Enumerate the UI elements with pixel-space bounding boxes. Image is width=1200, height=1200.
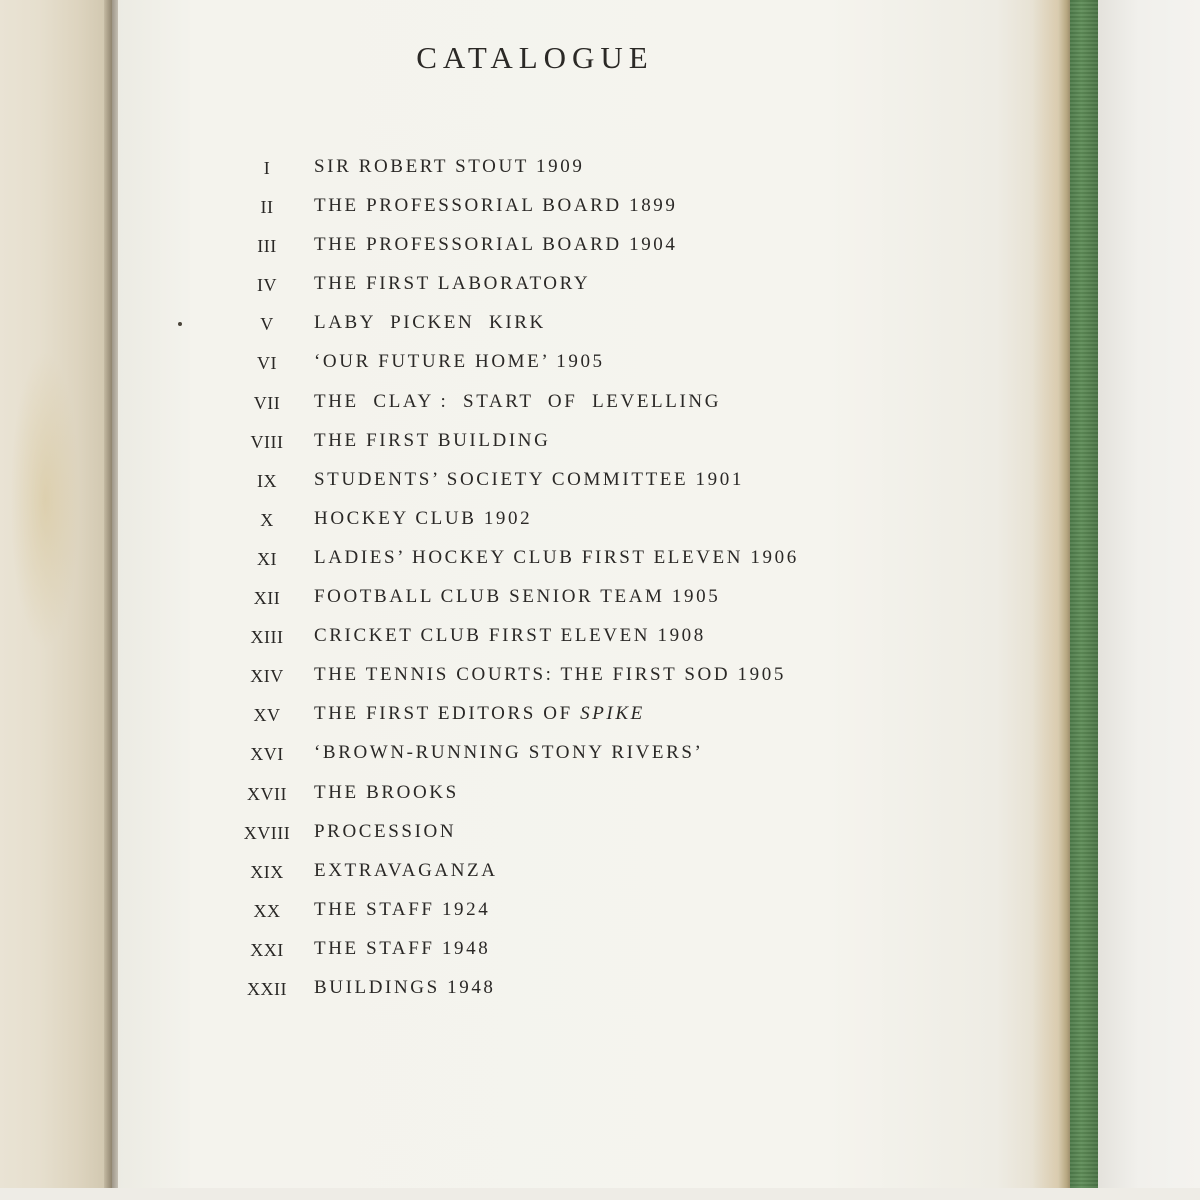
left-page — [0, 0, 112, 1200]
entry-title — [314, 664, 786, 686]
entry-numeral: XVIII — [243, 822, 291, 843]
entry-title-text: THE FIRST LABORATORY — [314, 273, 591, 295]
entry-numeral: V — [260, 314, 274, 335]
table-surface-bottom — [0, 1188, 1200, 1200]
entry-title — [314, 899, 490, 921]
catalogue-entry — [236, 193, 1016, 232]
green-cloth-cover — [1070, 0, 1098, 1200]
entry-title — [314, 938, 490, 960]
entry-title-text: LADIES’ HOCKEY CLUB FIRST ELEVEN 1906 — [314, 546, 799, 568]
entry-title — [314, 742, 703, 764]
entry-numeral: XIX — [250, 861, 284, 882]
catalogue-entry — [236, 780, 1016, 819]
catalogue-entry — [236, 310, 1016, 349]
entry-title-text: EXTRAVAGANZA — [314, 859, 498, 881]
catalogue-entry — [236, 232, 1016, 271]
entry-title-text: BUILDINGS 1948 — [314, 976, 496, 998]
entry-numeral: XV — [253, 705, 281, 726]
paper-speck — [178, 322, 182, 326]
entry-title — [314, 469, 744, 491]
entry-numeral: I — [263, 158, 271, 178]
entry-title-text: THE CLAY : START OF LEVELLING — [314, 390, 722, 412]
entry-title — [314, 821, 456, 843]
entry-numeral: IV — [257, 275, 277, 296]
catalogue-entry — [236, 349, 1016, 388]
entry-numeral: IX — [257, 470, 277, 491]
entry-title — [314, 586, 720, 608]
entry-title-text: THE PROFESSORIAL BOARD 1899 — [314, 195, 678, 217]
entry-title-text: FOOTBALL CLUB SENIOR TEAM 1905 — [314, 586, 721, 608]
catalogue-entry — [236, 545, 1016, 584]
entry-numeral: XI — [257, 548, 277, 569]
entry-title — [314, 430, 550, 452]
entry-numeral: XX — [253, 900, 281, 921]
entry-numeral: XVII — [247, 783, 287, 804]
entry-title — [314, 195, 678, 217]
entry-title-text: THE STAFF 1924 — [314, 898, 491, 920]
catalogue-list — [236, 154, 1016, 1014]
catalogue-entry — [236, 975, 1016, 1014]
entry-title — [314, 860, 498, 882]
entry-numeral: III — [257, 236, 277, 257]
entry-title-text: HOCKEY CLUB 1902 — [314, 507, 533, 529]
catalogue-entry — [236, 506, 1016, 545]
entry-title — [314, 625, 706, 647]
catalogue-entry — [236, 154, 1016, 193]
entry-numeral: XII — [253, 588, 281, 609]
catalogue-entry — [236, 701, 1016, 740]
entry-title-text: SIR ROBERT STOUT 1909 — [314, 156, 585, 177]
catalogue-entry — [236, 897, 1016, 936]
entry-title-text: THE BROOKS — [314, 781, 459, 803]
entry-title-text: LABY PICKEN KIRK — [314, 312, 546, 334]
catalogue-entry — [236, 819, 1016, 858]
table-surface — [1098, 0, 1200, 1200]
catalogue-entry — [236, 858, 1016, 897]
entry-title-text: THE FIRST BUILDING — [314, 429, 551, 451]
entry-title-italic-text: SPIKE — [580, 703, 645, 725]
entry-title-text: ‘BROWN-RUNNING STONY RIVERS’ — [314, 742, 704, 764]
entry-title — [314, 234, 678, 256]
entry-title — [314, 312, 546, 334]
entry-title — [314, 782, 459, 804]
entry-title-text: PROCESSION — [314, 820, 457, 842]
entry-title — [314, 508, 532, 530]
entry-numeral: VIII — [250, 431, 284, 452]
catalogue-entry — [236, 662, 1016, 701]
entry-title-text: STUDENTS’ SOCIETY COMMITTEE 1901 — [314, 468, 744, 490]
entry-title-text: THE PROFESSORIAL BOARD 1904 — [314, 234, 678, 256]
entry-numeral: VII — [253, 392, 281, 413]
entry-title — [314, 351, 605, 373]
entry-numeral: VI — [257, 353, 277, 374]
entry-title — [314, 703, 645, 725]
entry-numeral: II — [260, 197, 274, 218]
catalogue-entry — [236, 584, 1016, 623]
entry-title-text: THE STAFF 1948 — [314, 937, 491, 959]
catalogue-entry — [236, 623, 1016, 662]
catalogue-entry — [236, 428, 1016, 467]
catalogue-entry — [236, 389, 1016, 428]
entry-numeral: XIV — [250, 666, 284, 687]
entry-numeral: X — [260, 509, 274, 530]
page-title: CATALOGUE — [416, 40, 654, 75]
entry-title-text: THE TENNIS COURTS: THE FIRST SOD 1905 — [314, 664, 786, 686]
entry-title-text: CRICKET CLUB FIRST ELEVEN 1908 — [314, 625, 706, 647]
entry-title-text: ‘OUR FUTURE HOME’ 1905 — [314, 351, 605, 373]
catalogue-entry — [236, 271, 1016, 310]
entry-title — [314, 977, 496, 999]
entry-title — [314, 391, 721, 413]
catalogue-entry — [236, 936, 1016, 975]
entry-numeral: XXI — [250, 939, 284, 960]
entry-title — [314, 156, 584, 178]
entry-numeral: XXII — [247, 978, 287, 999]
entry-title — [314, 547, 799, 569]
catalogue-entry — [236, 740, 1016, 779]
entry-numeral: XIII — [250, 627, 284, 648]
entry-numeral: XVI — [250, 744, 284, 765]
entry-title-text: THE FIRST EDITORS OF — [314, 703, 581, 725]
entry-title — [314, 273, 590, 295]
catalogue-entry — [236, 467, 1016, 506]
